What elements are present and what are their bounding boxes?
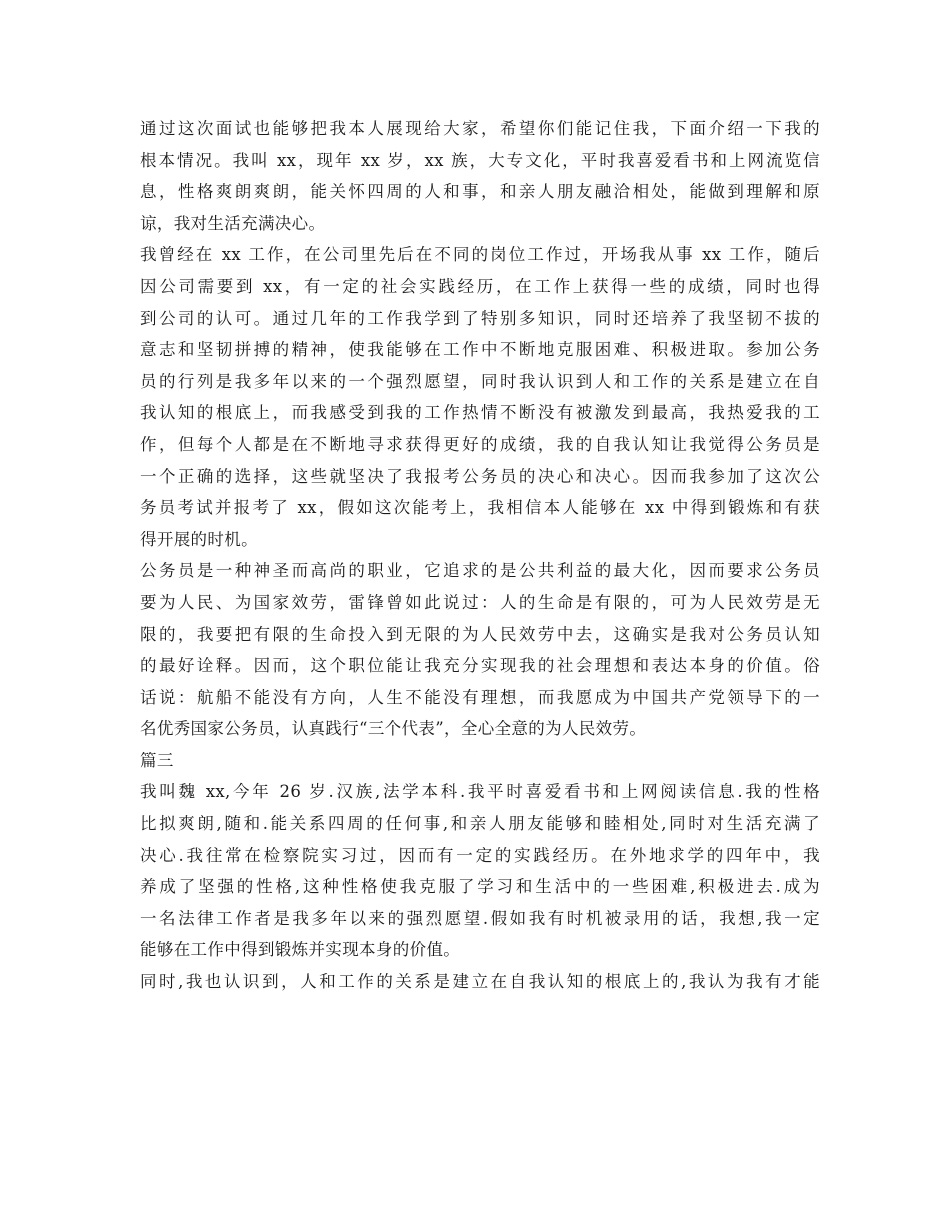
- text-line: 限的，我要把有限的生命投入到无限的为人民效劳中去，这确实是我对公务员认知: [140, 624, 820, 644]
- text-line: 公务员是一种神圣而高尚的职业，它追求的是公共利益的最大化，因而要求公务员: [140, 561, 820, 581]
- text-line: 养成了坚强的性格,这种性格使我克服了学习和生活中的一些困难,积极进去.成为: [140, 877, 820, 897]
- text-line: 我曾经在 xx 工作，在公司里先后在不同的岗位工作过，开场我从事 xx 工作，随后: [140, 245, 820, 265]
- text-line: 员的行列是我多年以来的一个强烈愿望，同时我认识到人和工作的关系是建立在自: [140, 371, 820, 391]
- text-line: 我认知的根底上，而我感受到我的工作热情不断没有被激发到最高，我热爱我的工: [140, 403, 820, 423]
- text-line: 到公司的认可。通过几年的工作我学到了特别多知识，同时还培养了我坚韧不拔的: [140, 308, 820, 328]
- text-line: 通过这次面试也能够把我本人展现给大家，希望你们能记住我，下面介绍一下我的: [140, 119, 820, 138]
- text-line: 比拟爽朗,随和.能关系四周的任何事,和亲人朋友能够和睦相处,同时对生活充满了: [140, 814, 820, 834]
- text-line: 决心.我往常在检察院实习过，因而有一定的实践经历。在外地求学的四年中，我: [140, 845, 820, 865]
- section-heading: 篇三: [140, 750, 174, 770]
- text-line: 根本情况。我叫 xx，现年 xx 岁，xx 族，大专文化，平时我喜爱看书和上网流览信: [140, 150, 820, 170]
- text-line: 能够在工作中得到锻炼并实现本身的价值。: [140, 940, 461, 960]
- text-line: 名优秀国家公务员，认真践行“三个代表”，全心全意的为人民效劳。: [140, 719, 647, 739]
- text-line: 息，性格爽朗爽朗，能关怀四周的人和事，和亲人朋友融洽相处，能做到理解和原: [140, 182, 820, 202]
- text-line: 因公司需要到 xx，有一定的社会实践经历，在工作上获得一些的成绩，同时也得: [140, 276, 820, 296]
- text-line: 一个正确的选择，这些就坚决了我报考公务员的决心和决心。因而我参加了这次公: [140, 466, 820, 486]
- document-body: [140, 113, 820, 998]
- text-line: 务员考试并报考了 xx，假如这次能考上，我相信本人能够在 xx 中得到锻炼和有获: [140, 498, 820, 518]
- text-line: 意志和坚韧拼搏的精神，使我能够在工作中不断地克服困难、积极进取。参加公务: [140, 340, 820, 360]
- text-line: 我叫魏 xx,今年 26 岁.汉族,法学本科.我平时喜爱看书和上网阅读信息.我的性格: [140, 782, 820, 802]
- text-line: 要为人民、为国家效劳，雷锋曾如此说过：人的生命是有限的，可为人民效劳是无: [140, 592, 820, 612]
- text-line: 谅，我对生活充满决心。: [140, 213, 326, 233]
- text-line: 一名法律工作者是我多年以来的强烈愿望.假如我有时机被录用的话，我想,我一定: [140, 908, 820, 928]
- text-line: 得开展的时机。: [140, 529, 258, 549]
- text-line: 同时,我也认识到，人和工作的关系是建立在自我认知的根底上的,我认为我有才能: [140, 972, 820, 992]
- text-line: 的最好诠释。因而，这个职位能让我充分实现我的社会理想和表达本身的价值。俗: [140, 656, 820, 676]
- text-line: 作，但每个人都是在不断地寻求获得更好的成绩，我的自我认知让我觉得公务员是: [140, 434, 820, 454]
- text-line: 话说：航船不能没有方向，人生不能没有理想，而我愿成为中国共产党领导下的一: [140, 687, 820, 707]
